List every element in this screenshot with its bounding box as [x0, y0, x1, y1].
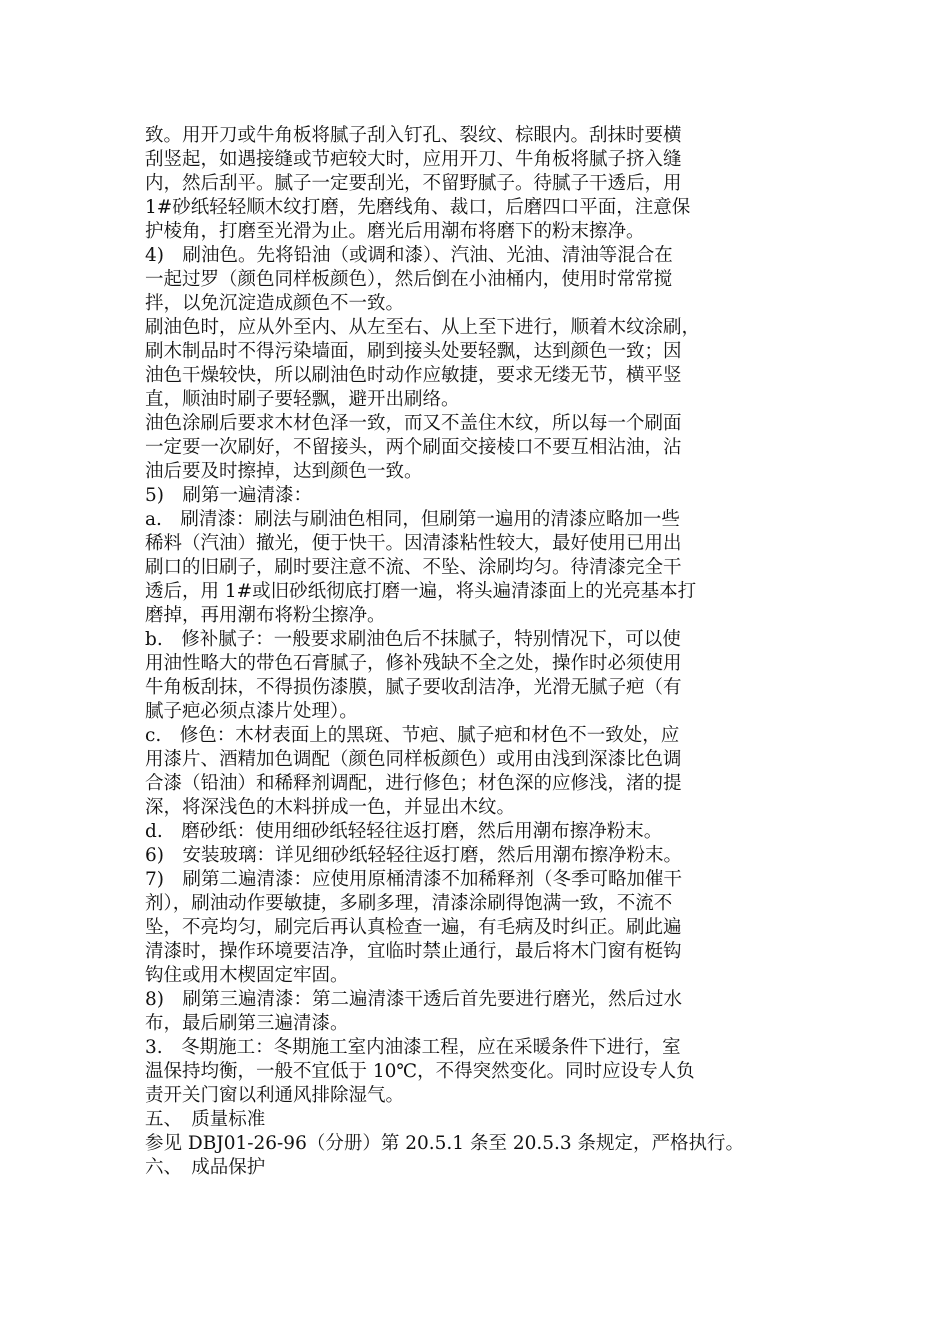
text-line: 清漆时，操作环境要洁净，宜临时禁止通行，最后将木门窗有梃钩: [145, 941, 682, 962]
text-line: 油后要及时擦掉，达到颜色一致。: [145, 461, 423, 482]
text-line: a. 刷清漆：刷法与刷油色相同，但刷第一遍用的清漆应略加一些: [145, 509, 680, 530]
text-line: 油色干燥较快，所以刷油色时动作应敏捷，要求无缕无节，横平竖: [145, 365, 682, 386]
text-line: 牛角板刮抹，不得损伤漆膜，腻子要收刮洁净，光滑无腻子疤（有: [145, 677, 682, 698]
text-line: 刷口的旧刷子，刷时要注意不流、不坠、涂刷均匀。待清漆完全干: [145, 557, 682, 578]
text-line: 6) 安装玻璃：详见细砂纸轻轻往返打磨，然后用潮布擦净粉末。: [145, 845, 682, 866]
text-line: c. 修色：木材表面上的黑斑、节疤、腻子疤和材色不一致处，应: [145, 725, 680, 746]
text-line: 一起过罗（颜色同样板颜色），然后倒在小油桶内，使用时常常搅: [145, 269, 673, 290]
text-line: 内，然后刮平。腻子一定要刮光，不留野腻子。待腻子干透后，用: [145, 173, 682, 194]
body-text: [145, 124, 825, 1180]
text-line: 1#砂纸轻轻顺木纹打磨，先磨线角、裁口，后磨四口平面，注意保: [145, 197, 691, 218]
text-line: 护棱角，打磨至光滑为止。磨光后用潮布将磨下的粉末擦净。: [145, 221, 645, 242]
text-line: 合漆（铅油）和稀释剂调配，进行修色；材色深的应修浅，渚的提: [145, 773, 682, 794]
text-line: 布，最后刷第三遍清漆。: [145, 1013, 349, 1034]
text-line: 用油性略大的带色石膏腻子，修补残缺不全之处，操作时必须使用: [145, 653, 682, 674]
text-line: 剂），刷油动作要敏捷，多刷多理，清漆涂刷得饱满一致，不流不: [145, 893, 673, 914]
text-line: b. 修补腻子：一般要求刷油色后不抹腻子，特别情况下，可以使: [145, 629, 681, 650]
text-line: 磨掉，再用潮布将粉尘擦净。: [145, 605, 386, 626]
text-line: 7) 刷第二遍清漆：应使用原桶清漆不加稀释剂（冬季可略加催干: [145, 869, 682, 890]
text-line: 致。用开刀或牛角板将腻子刮入钉孔、裂纹、棕眼内。刮抹时要横: [145, 125, 682, 146]
text-line: 一定要一次刷好，不留接头，两个刷面交接棱口不要互相沾油，沾: [145, 437, 682, 458]
text-line: 3. 冬期施工：冬期施工室内油漆工程，应在采暖条件下进行，室: [145, 1037, 681, 1058]
text-line: 刷油色时，应从外至内、从左至右、从上至下进行，顺着木纹涂刷，: [145, 317, 701, 338]
text-line: 刮竖起，如遇接缝或节疤较大时，应用开刀、牛角板将腻子挤入缝: [145, 149, 682, 170]
text-line: 钩住或用木楔固定牢固。: [145, 965, 349, 986]
text-line: 刷木制品时不得污染墙面，刷到接头处要轻飘，达到颜色一致；因: [145, 341, 682, 362]
text-line: 直，顺油时刷子要轻飘，避开出刷络。: [145, 389, 460, 410]
text-line: 5) 刷第一遍清漆：: [145, 485, 312, 506]
text-line: 油色涂刷后要求木材色泽一致，而又不盖住木纹，所以每一个刷面: [145, 413, 682, 434]
text-line: 深，将深浅色的木料拼成一色，并显出木纹。: [145, 797, 516, 818]
text-line: 用漆片、酒精加色调配（颜色同样板颜色）或用由浅到深漆比色调: [145, 749, 682, 770]
text-line: 拌，以免沉淀造成颜色不一致。: [145, 293, 405, 314]
text-line: 坠，不亮均匀，刷完后再认真检查一遍，有毛病及时纠正。刷此遍: [145, 917, 682, 938]
text-line: 稀料（汽油）撤光，便于快干。因清漆粘性较大，最好使用已用出: [145, 533, 682, 554]
section-heading: 五、 质量标准: [145, 1109, 266, 1130]
text-line: 透后，用 1#或旧砂纸彻底打磨一遍，将头遍清漆面上的光亮基本打: [145, 581, 697, 602]
text-line: 8) 刷第三遍清漆：第二遍清漆干透后首先要进行磨光，然后过水: [145, 989, 682, 1010]
text-line: d. 磨砂纸：使用细砂纸轻轻往返打磨，然后用潮布擦净粉末。: [145, 821, 663, 842]
text-line: 温保持均衡，一般不宜低于 10℃，不得突然变化。同时应设专人负: [145, 1061, 695, 1082]
text-line: 参见 DBJ01-26-96（分册）第 20.5.1 条至 20.5.3 条规定，严格执行。: [145, 1133, 745, 1154]
text-line: 4) 刷油色。先将铅油（或调和漆）、汽油、光油、清油等混合在: [145, 245, 673, 266]
section-heading: 六、 成品保护: [145, 1157, 266, 1178]
text-line: 责开关门窗以利通风排除湿气。: [145, 1085, 405, 1106]
text-line: 腻子疤必须点漆片处理）。: [145, 701, 358, 722]
